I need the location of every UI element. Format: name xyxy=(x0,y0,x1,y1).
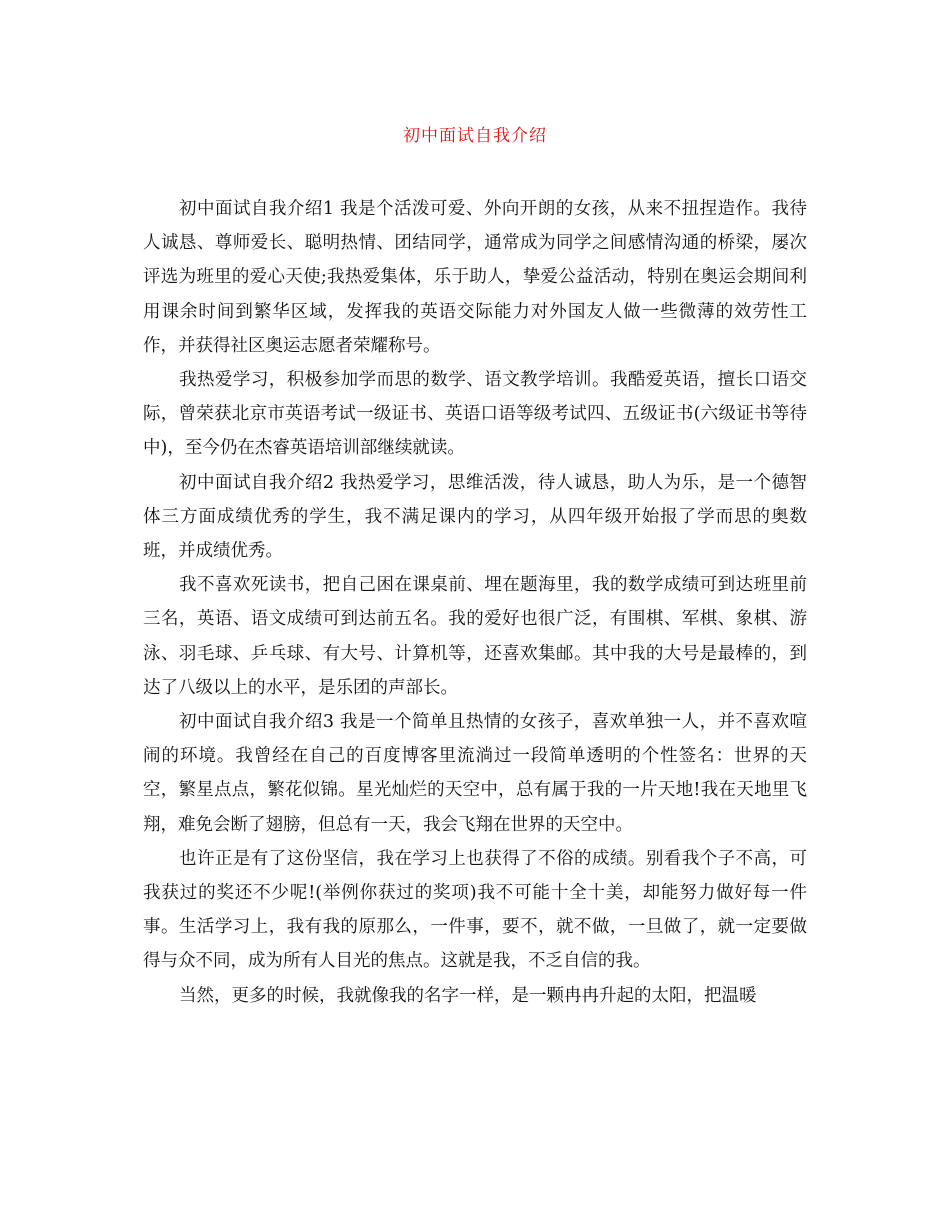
paragraph-2: 我热爱学习，积极参加学而思的数学、语文教学培训。我酷爱英语，擅长口语交际，曾荣获北京市英语考试一级证书、英语口语等级考试四、五级证书(六级证书等待中)，至今仍在杰睿英语培训部继续就读。 xyxy=(143,370,807,459)
paragraph-1: 初中面试自我介绍1 我是个活泼可爱、外向开朗的女孩，从来不扭捏造作。我待人诚恳、尊师爱长、聪明热情、团结同学，通常成为同学之间感情沟通的桥梁，屡次评选为班里的爱心天使;我热爱集体，乐于助人，挚爱公益活动，特别在奥运会期间利用课余时间到繁华区域，发挥我的英语交际能力对外国友人做一些微薄的效劳性工作，并获得社区奥运志愿者荣耀称号。 xyxy=(143,199,807,356)
paragraph-3: 初中面试自我介绍2 我热爱学习，思维活泼，待人诚恳，助人为乐，是一个德智体三方面成绩优秀的学生，我不满足课内的学习，从四年级开始报了学而思的奥数班，并成绩优秀。 xyxy=(143,472,807,562)
paragraph-7: 当然，更多的时候，我就像我的名字一样，是一颗冉冉升起的太阳，把温暖 xyxy=(179,985,757,1006)
paragraph-6: 也许正是有了这份坚信，我在学习上也获得了不俗的成绩。别看我个子不高，可我获过的奖还不少呢!(举例你获过的奖项)我不可能十全十美，却能努力做好每一件事。生活学习上，我有我的原那么，一件事，要不，就不做，一旦做了，就一定要做得与众不同，成为所有人目光的焦点。这就是我，不乏自信的我。 xyxy=(143,848,807,972)
paragraph-4: 我不喜欢死读书，把自己困在课桌前、埋在题海里，我的数学成绩可到达班里前三名，英语、语文成绩可到达前五名。我的爱好也很广泛，有围棋、军棋、象棋、游泳、羽毛球、乒乓球、有大号、计算机等，还喜欢集邮。其中我的大号是最棒的，到达了八级以上的水平，是乐团的声部长。 xyxy=(143,575,807,698)
document-title: 初中面试自我介绍 xyxy=(403,126,547,146)
document-body xyxy=(143,192,807,1013)
paragraph-5: 初中面试自我介绍3 我是一个简单且热情的女孩子，喜欢单独一人，并不喜欢喧闹的环境。我曾经在自己的百度博客里流淌过一段简单透明的个性签名：世界的天空，繁星点点，繁花似锦。星光灿烂的天空中，总有属于我的一片天地!我在天地里飞翔，难免会断了翅膀，但总有一天，我会飞翔在世界的天空中。 xyxy=(143,712,807,835)
